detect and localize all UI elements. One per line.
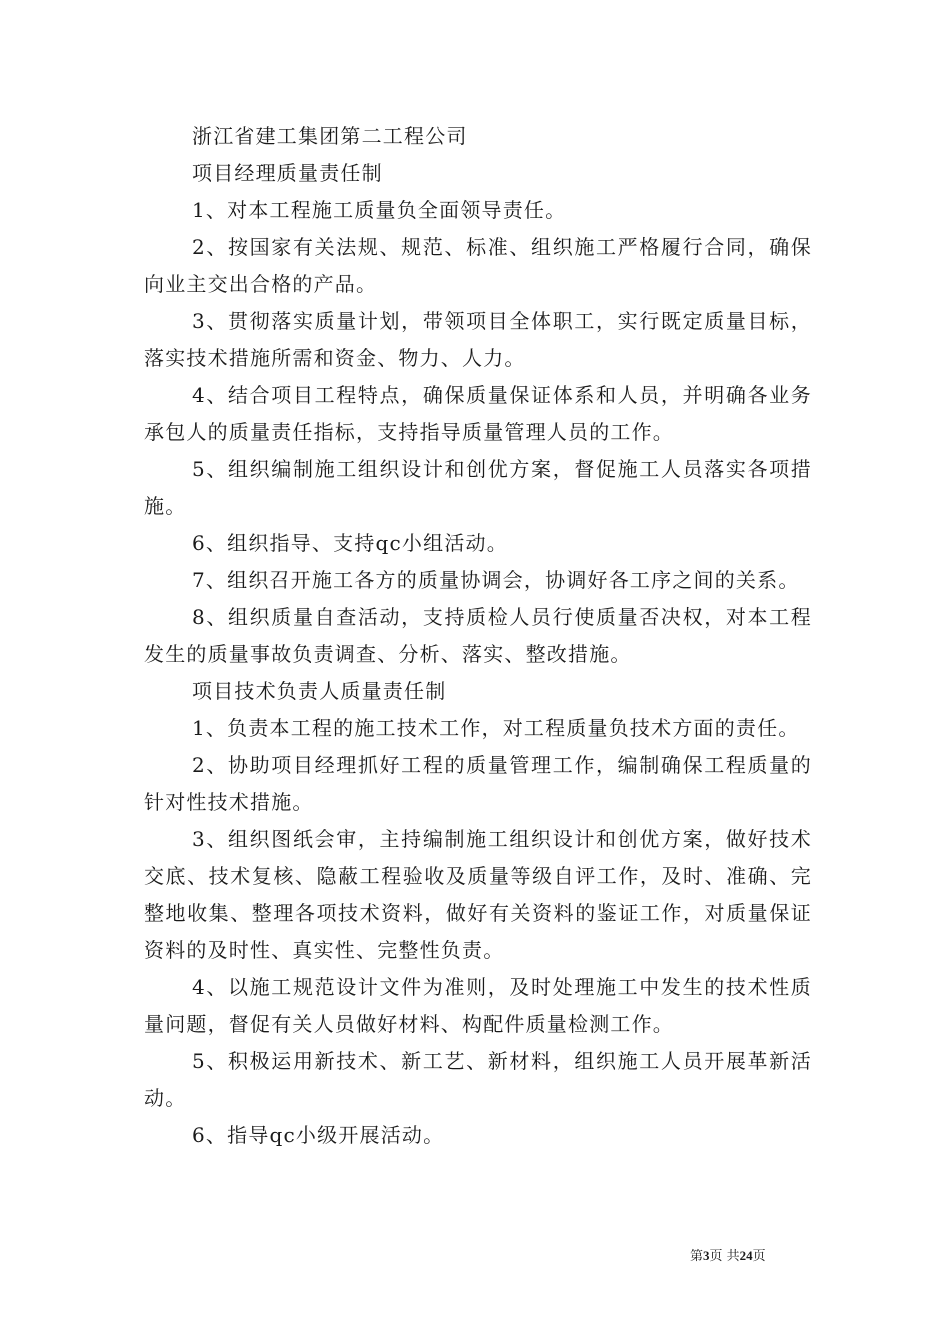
paragraph: 1、对本工程施工质量负全面领导责任。	[192, 198, 567, 222]
paragraph: 2、协助项目经理抓好工程的质量管理工作，编制确保工程质量的针对性技术措施。	[144, 753, 812, 814]
section-heading-project-manager: 项目经理质量责任制	[192, 161, 383, 185]
paragraph: 2、按国家有关法规、规范、标准、组织施工严格履行合同，确保向业主交出合格的产品。	[144, 235, 812, 296]
footer-middle: 页 共	[709, 1249, 740, 1264]
paragraph: 5、组织编制施工组织设计和创优方案，督促施工人员落实各项措施。	[144, 457, 812, 518]
company-name: 浙江省建工集团第二工程公司	[192, 124, 468, 148]
paragraph: 4、结合项目工程特点，确保质量保证体系和人员，并明确各业务承包人的质量责任指标，支持指导质量管理人员的工作。	[144, 383, 812, 444]
paragraph: 7、组织召开施工各方的质量协调会，协调好各工序之间的关系。	[192, 568, 800, 592]
page-number-footer	[690, 1248, 810, 1265]
paragraph: 8、组织质量自查活动，支持质检人员行使质量否决权，对本工程发生的质量事故负责调查、分析、落实、整改措施。	[144, 605, 812, 666]
paragraph: 6、指导qc小级开展活动。	[192, 1123, 445, 1147]
current-page-number: 3	[703, 1248, 710, 1263]
footer-prefix: 第	[690, 1249, 704, 1264]
total-page-count: 24	[739, 1248, 753, 1263]
paragraph: 4、以施工规范设计文件为准则，及时处理施工中发生的技术性质量问题，督促有关人员做好材料、构配件质量检测工作。	[144, 975, 812, 1036]
paragraph: 3、贯彻落实质量计划，带领项目全体职工，实行既定质量目标，落实技术措施所需和资金、物力、人力。	[144, 309, 812, 370]
footer-suffix: 页	[752, 1249, 766, 1264]
paragraph: 3、组织图纸会审，主持编制施工组织设计和创优方案，做好技术交底、技术复核、隐蔽工程验收及质量等级自评工作，及时、准确、完整地收集、整理各项技术资料，做好有关资料的鉴证工作，对质量保证资料的及时性、真实性、完整性负责。	[144, 827, 812, 962]
paragraph: 6、组织指导、支持qc小组活动。	[192, 531, 508, 555]
paragraph: 5、积极运用新技术、新工艺、新材料，组织施工人员开展革新活动。	[144, 1049, 812, 1110]
paragraph: 1、负责本工程的施工技术工作，对工程质量负技术方面的责任。	[192, 716, 800, 740]
section-heading-technical-lead: 项目技术负责人质量责任制	[192, 679, 447, 703]
document-body	[144, 118, 812, 1154]
